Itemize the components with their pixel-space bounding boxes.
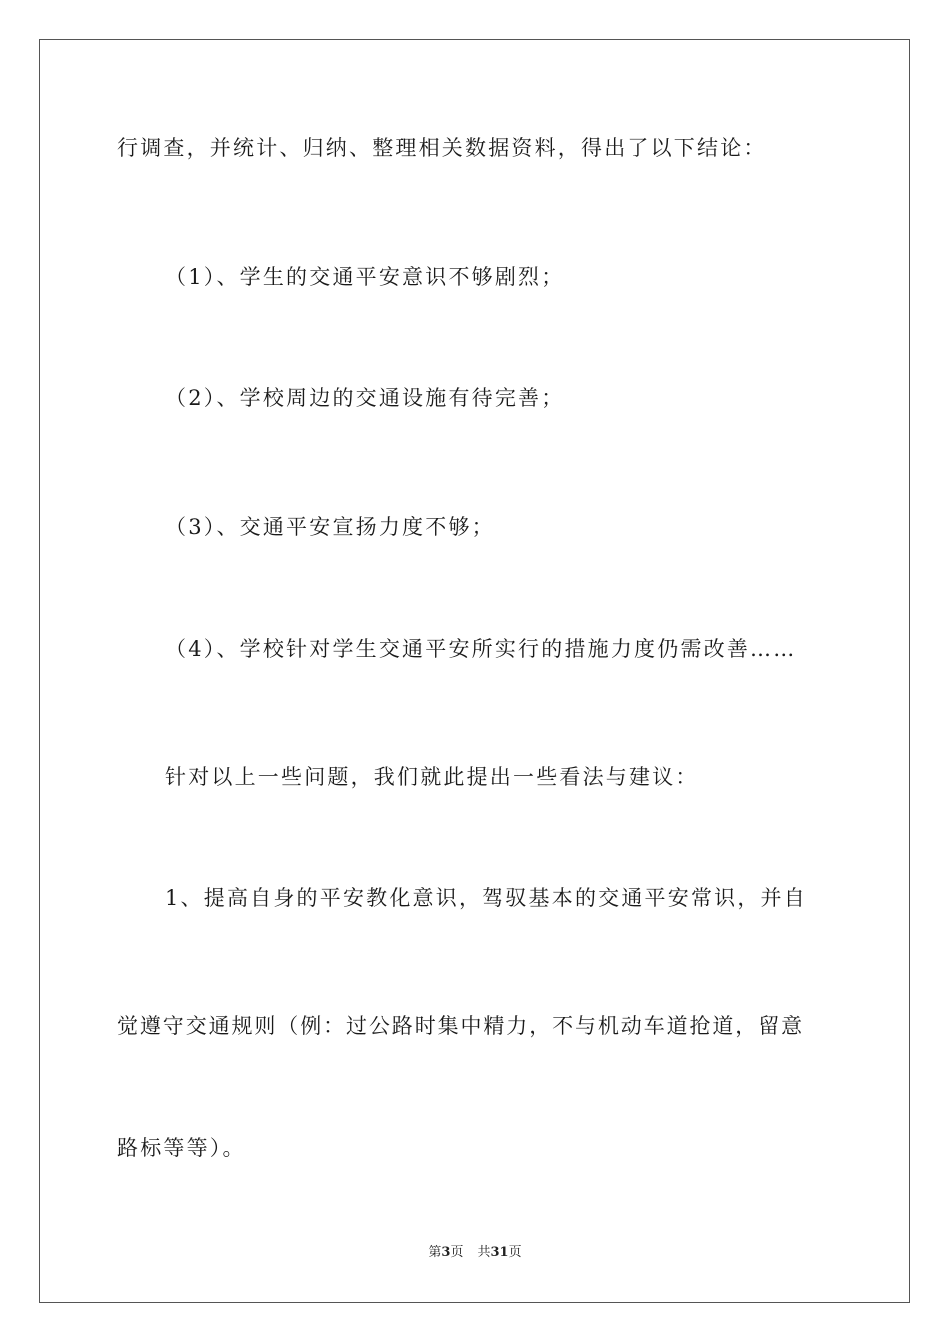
suggestion-intro: 针对以上一些问题，我们就此提出一些看法与建议： — [165, 765, 699, 789]
conclusion-item-1: （1）、学生的交通平安意识不够剧烈； — [165, 265, 565, 289]
paragraph-line-1: 行调查，并统计、归纳、整理相关数据资料，得出了以下结论： — [117, 136, 767, 160]
conclusion-item-2: （2）、学校周边的交通设施有待完善； — [165, 386, 565, 410]
page-number: 3 — [441, 1245, 451, 1260]
page-prefix: 第 — [428, 1245, 442, 1260]
total-suffix: 页 — [508, 1245, 522, 1260]
page-border — [39, 39, 910, 1303]
conclusion-item-3: （3）、交通平安宣扬力度不够； — [165, 515, 495, 539]
suggestion-1-line-3: 路标等等）。 — [117, 1136, 246, 1160]
total-pages: 31 — [490, 1245, 509, 1260]
conclusion-item-4: （4）、学校针对学生交通平安所实行的措施力度仍需改善…… — [165, 637, 797, 661]
page-suffix: 页 — [450, 1245, 464, 1260]
total-prefix: 共 — [477, 1245, 491, 1260]
suggestion-1-line-1: 1、提高自身的平安教化意识，驾驭基本的交通平安常识，并自 — [165, 886, 807, 910]
page-footer — [0, 1244, 950, 1262]
suggestion-1-line-2: 觉遵守交通规则（例：过公路时集中精力，不与机动车道抢道，留意 — [117, 1014, 804, 1038]
